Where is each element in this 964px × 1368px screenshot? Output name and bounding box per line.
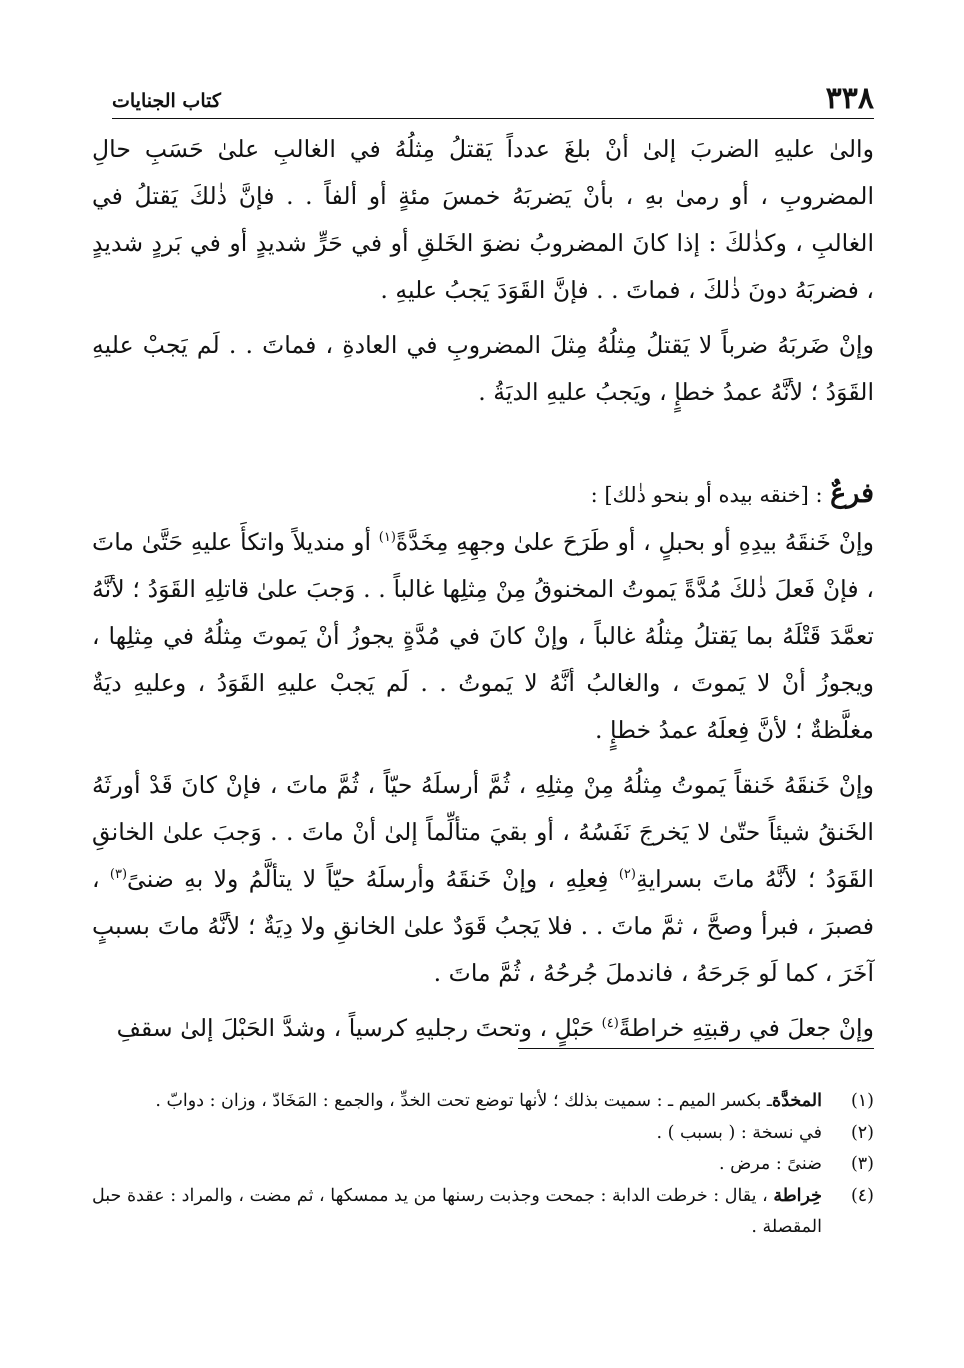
page-number: ٣٣٨ <box>825 81 874 116</box>
footnote-body: ـ بكسر الميم ـ : سميت بذلك ؛ لأنها توضع تحت الخدِّ ، والجمع : المَخَادّ ، وزان : دوابّ . <box>155 1091 773 1111</box>
footnote-divider <box>518 1048 874 1049</box>
footnote-number: (١) <box>850 1091 874 1111</box>
footnote-body: في نسخة : ( بسبب ) . <box>656 1122 822 1143</box>
footnote-item <box>92 1086 874 1118</box>
section-title: : [خنقه بيده أو بنحو ذٰلك] : <box>590 483 823 507</box>
paragraph-5-part-b: حَبْلٍ ، وتحتَ رجليهِ كرسياً ، وشدَّ الحَبْلَ إلىٰ سقفِ <box>116 1014 602 1042</box>
section-label: فرعٌ <box>830 478 874 509</box>
paragraph-5-part-a: وإنْ جعلَ في رقبتِهِ خراطةً <box>618 1014 874 1042</box>
footnote-ref-1[interactable]: (١) <box>378 530 396 546</box>
footnote-text <box>92 1086 822 1118</box>
paragraph-4-part-a: وإنْ خَنقَهُ خَنقاً يَموتُ مِثلُهُ مِنْ مِثلِهِ ، ثُمَّ أرسلَهُ حيّاً ، ثُمَّ ماتَ ، فإنْ كانَ قَدْ أورثَهُ الخَنقُ شيئاً حتّىٰ لا يَخرجَ نَفَسُهُ ، أو بقيَ متألِّماً إلىٰ أنْ ماتَ . . وَجبَ علىٰ الخانقِ القَوَدُ ؛ لأنَّهُ ماتَ بسرايةِ <box>92 771 874 893</box>
paragraph-3-part-a: وإنْ خَنقَهُ بيدِهِ أو بحبلٍ ، أو طَرَحَ علىٰ وجهِهِ مِخَدَّةً <box>395 528 874 556</box>
paragraph-5 <box>92 1005 874 1052</box>
footnote-text <box>92 1118 822 1150</box>
page-header <box>112 81 874 119</box>
paragraph-4-part-c: ، فصبرَ ، فبرأ وصحَّ ، ثمَّ ماتَ . . فلا يَجبُ قَوَدٌ علىٰ الخانقِ ولا دِيَةٌ ؛ لأنَّهُ ماتَ بسببٍ آخَرَ ، كما لَو جَرحَهُ ، فاندملَ جُرحُهُ ، ثُمَّ ماتَ . <box>92 865 874 987</box>
paragraph-4 <box>92 762 874 997</box>
footnote-term: خِراطة <box>773 1185 822 1206</box>
footnote-ref-2[interactable]: (٢) <box>618 867 636 883</box>
footnote-body: ، يقال : خرطت الدابة : جمحت وجذبت رسنها من يد ممسكها ، ثم مضت ، والمراد : عقدة حبل المقصلة . <box>92 1185 822 1237</box>
footnote-number: (٢) <box>850 1122 874 1143</box>
footnote-text <box>92 1181 822 1244</box>
footnote-number: (٣) <box>850 1154 874 1174</box>
paragraph-2: وإنْ ضَربَهُ ضرباً لا يَقتلُ مِثلُهُ مِثلَ المضروبِ في العادةِ ، فماتَ . . لَم يَجبْ عليهِ القَوَدُ ؛ لأنَّهُ عمدُ خطإٍ ، ويَجبُ عليهِ الديَةُ . <box>92 331 874 406</box>
footnotes <box>92 1086 874 1244</box>
footnote-ref-3[interactable]: (٣) <box>109 867 128 883</box>
running-title: كتاب الجنايات <box>112 90 221 112</box>
paragraph-3 <box>92 519 874 754</box>
main-text <box>92 126 874 1052</box>
footnote-text <box>92 1149 822 1181</box>
footnote-body: ضنىً : مرض . <box>718 1154 822 1174</box>
footnote-item <box>92 1149 874 1181</box>
paragraph-1: والىٰ عليهِ الضربَ إلىٰ أنْ بلغَ عدداً يَقتلُ مِثلُهُ في الغالبِ علىٰ حَسَبِ حالِ المضروبِ ، أو رمىٰ بهِ ، بأنْ يَضربَهُ خمسَ مئةٍ أو ألفاً . . فإنَّ ذٰلكَ يَقتلُ في الغالبِ ، وكذٰلكَ : إذا كانَ المضروبُ نضوَ الخَلقِ أو في حَرٍّ شديدٍ أو في بَردٍ شديدٍ ، فضربَهُ دونَ ذٰلكَ ، فماتَ . . فإنَّ القَوَدَ يَجبُ عليهِ . <box>92 135 874 304</box>
paragraph-3-part-b: أو منديلاً واتكأَ عليهِ حَتَّىٰ ماتَ ، فإنْ فَعلَ ذٰلكَ مُدَّةً يَموتُ المخنوقُ مِنْ مِثلِها غالباً . . وَجبَ علىٰ قاتلِهِ القَوَدُ ؛ لأنَّهُ تعمَّدَ قَتْلَهُ بما يَقتلُ مِثلُهُ غالباً ، وإنْ كانَ في مُدَّةٍ يجوزُ أنْ يَموتَ مِثلُهُ في مِثلِها ، ويجوزُ أنْ لا يَموتَ ، والغالبُ أنَّهُ لا يَموتُ . . لَم يَجبْ عليهِ القَوَدُ ، وعليهِ ديَةٌ مغلَّظةٌ ؛ لأنَّ فِعلَهُ عمدُ خطإٍ . <box>92 528 874 744</box>
footnote-item <box>92 1181 874 1244</box>
footnote-number: (٤) <box>850 1185 874 1206</box>
section-heading <box>92 470 874 519</box>
footnote-ref-4[interactable]: (٤) <box>601 1016 619 1032</box>
paragraph-4-part-b: فِعلِهِ ، وإنْ خَنقَهُ وأرسلَهُ حيّاً لا يتألَّمُ ولا بهِ ضنىً <box>127 865 619 893</box>
footnote-item <box>92 1118 874 1150</box>
footnote-term: المخدَّة <box>772 1091 822 1111</box>
